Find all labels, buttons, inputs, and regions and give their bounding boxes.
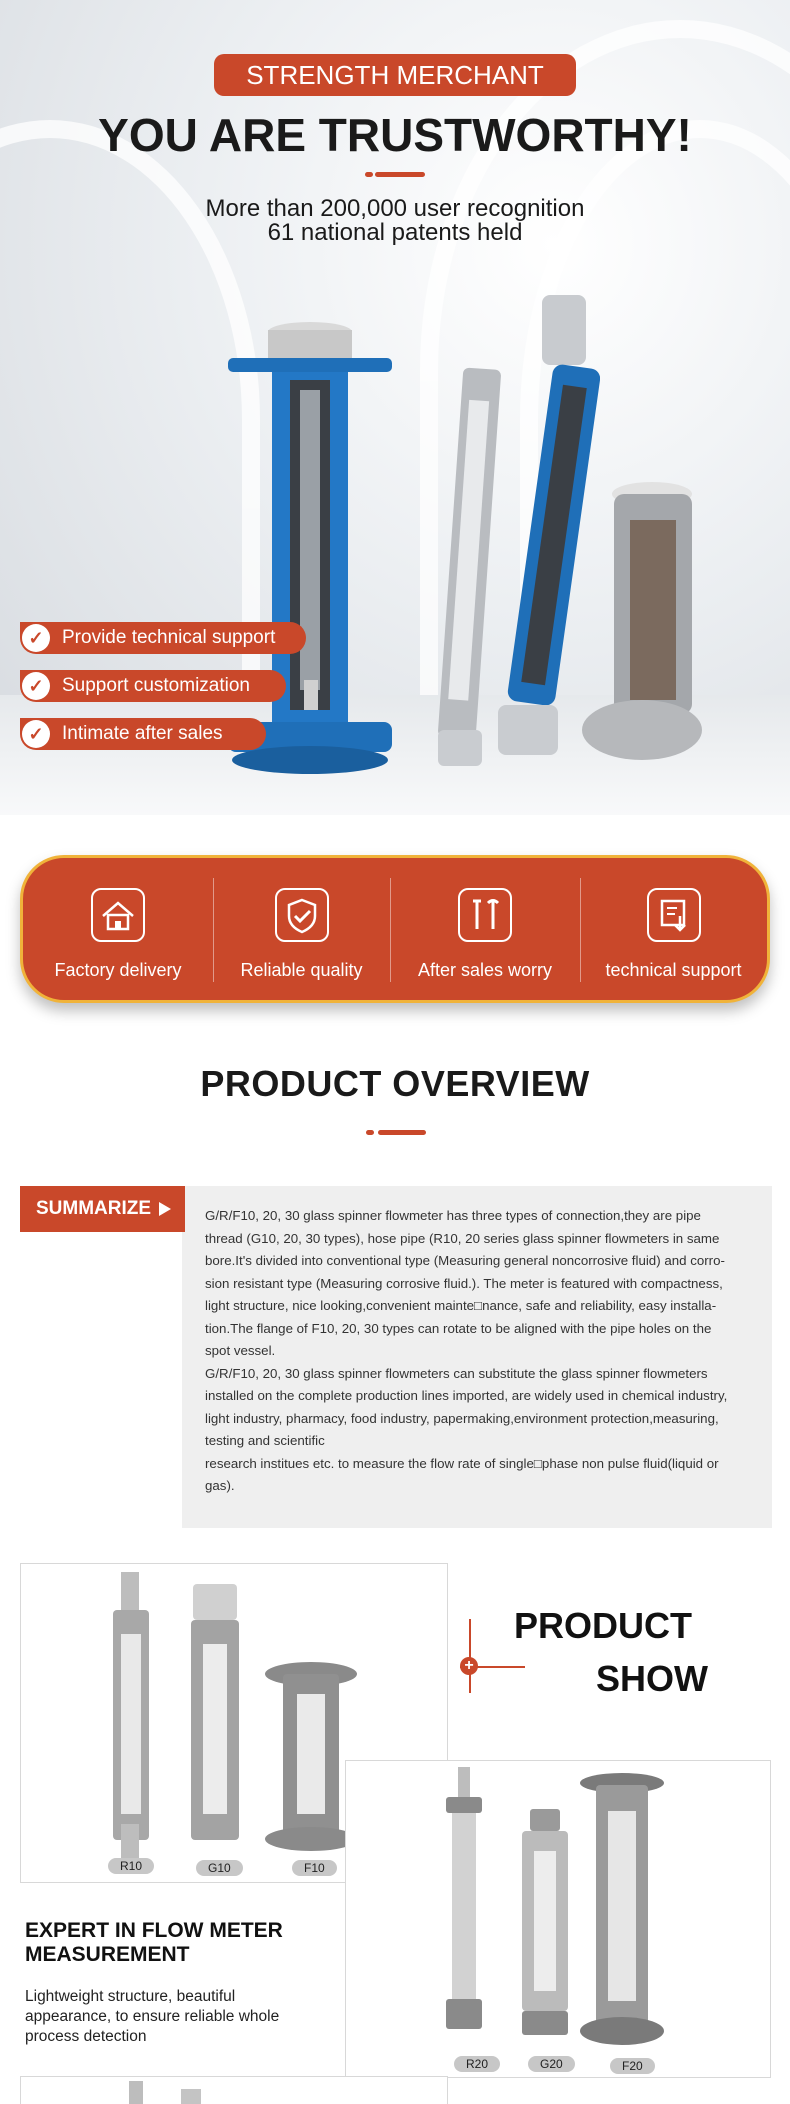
model-label-g10: G10 [196,1860,243,1876]
tools-icon [458,888,512,942]
model-label-f10: F10 [292,1860,337,1876]
overview-underline-dot [366,1130,374,1135]
service-after-sales [390,858,580,1000]
product-image-set-20 [345,1760,771,2078]
feature-customization [20,670,286,702]
summary-line: gas). [205,1478,235,1493]
plus-icon: + [460,1657,478,1675]
summary-line: light structure, nice looking,convenient mainte□nance, safe and reliability, easy installa- [205,1298,717,1313]
service-band [20,855,770,1003]
shield-check-icon [275,888,329,942]
hero-banner [0,0,790,815]
show-title-product: PRODUCT [514,1605,692,1646]
title-underline [375,172,425,177]
summary-line: sion resistant type (Measuring corrosive fluid.). The meter is featured with compactness, [205,1275,723,1291]
check-icon: ✓ [22,720,50,748]
feature-label: Support customization [62,675,250,696]
hero-title: YOU ARE TRUSTWORTHY! [98,109,692,161]
product-image-set-30 [20,2076,448,2104]
service-label: Factory delivery [54,960,182,980]
decor-line [469,1619,471,1693]
expert-title: EXPERT IN FLOW METER MEASUREMENT [25,1919,283,1966]
check-icon: ✓ [22,624,50,652]
overview-title: PRODUCT OVERVIEW [200,1063,590,1104]
download-doc-icon [647,888,701,942]
summary-line: bore.It's divided into conventional type (Measuring general noncorrosive fluid) and corro- [205,1253,725,1268]
model-label-f20: F20 [610,2058,655,2074]
summary-line: G/R/F10, 20, 30 glass spinner flowmeter has three types of connection,they are pipe [205,1208,701,1223]
house-icon [91,888,145,942]
model-label-r20: R20 [454,2056,500,2072]
service-label: Reliable quality [240,960,363,980]
flowmeter-set-30-image [21,2077,449,2104]
play-arrow-icon [159,1202,171,1216]
title-underline-dot [365,172,373,177]
flowmeter-set-20-image [346,1761,772,2061]
hero-line-2: 61 national patents held [267,219,523,246]
expert-description: Lightweight structure, beautiful appearance, to ensure reliable whole process detection [25,1988,280,2045]
service-technical-support [580,858,767,1000]
overview-underline [378,1130,426,1135]
blue-flange-flowmeter-image [220,320,400,780]
summary-line: tion.The flange of F10, 20, 30 types can rotate to be aligned with the pipe holes on the [205,1320,712,1336]
steel-flange-flowmeter-image [580,480,710,770]
summary-line: installed on the complete production lines imported, are widely used in chemical industry, [205,1388,728,1403]
summary-line: thread (G10, 20, 30 types), hose pipe (R10, 20 series glass spinner flowmeters in same [205,1230,720,1246]
service-label: technical support [605,960,742,980]
feature-after-sales [20,718,266,750]
service-reliable-quality [213,858,390,1000]
model-label-g20: G20 [528,2056,575,2072]
summary-line: light industry, pharmacy, food industry, papermaking,environment protection,measuring, [205,1410,719,1426]
summary-line: spot vessel. [205,1343,276,1358]
feature-label: Intimate after sales [62,723,223,744]
show-title-show: SHOW [596,1658,708,1699]
hero-line-1: More than 200,000 user recognition [205,195,585,222]
summarize-tag [20,1186,185,1232]
model-label-r10: R10 [108,1858,154,1874]
summary-text [205,1205,757,1498]
summary-line: G/R/F10, 20, 30 glass spinner flowmeters can substitute the glass spinner flowmeters [205,1365,708,1381]
check-icon: ✓ [22,672,50,700]
hero-badge: STRENGTH MERCHANT [214,54,576,96]
feature-label: Provide technical support [62,627,276,648]
feature-technical-support [20,622,306,654]
summarize-label: SUMMARIZE [36,1198,152,1219]
service-factory-delivery [23,858,213,1000]
summary-line: testing and scientific [205,1433,325,1448]
summary-line: research institues etc. to measure the flow rate of single□phase non pulse fluid(liquid or [205,1455,719,1471]
service-label: After sales worry [417,960,553,980]
